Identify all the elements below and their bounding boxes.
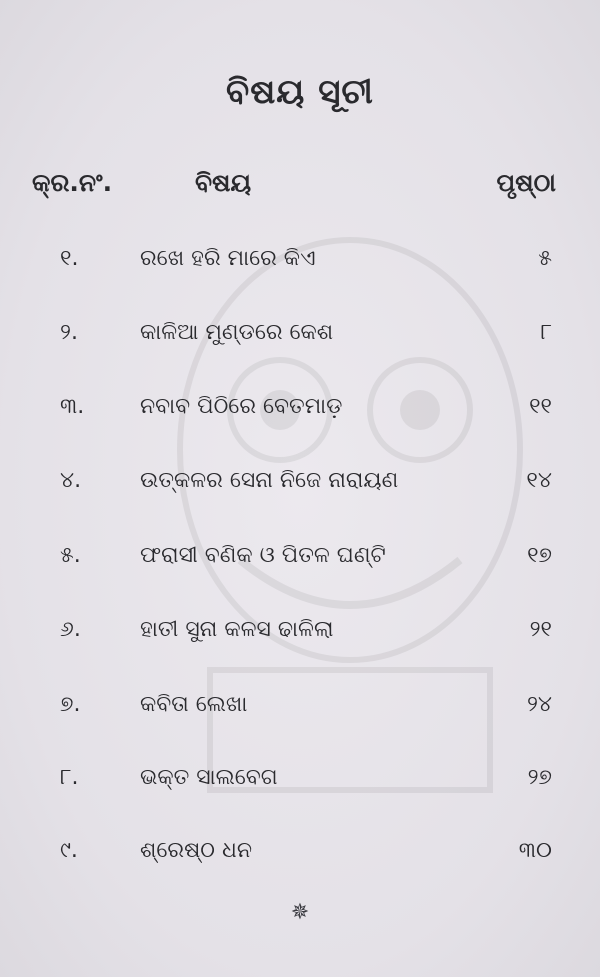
- row-subject: ଶ୍ରେଷ୍ଠ ଧନ: [140, 838, 253, 863]
- row-subject: ଫରାସୀ ବଣିକ ଓ ପିତଳ ଘଣ୍ଟି: [140, 543, 386, 568]
- table-row: [0, 246, 600, 286]
- header-page: ପୃଷ୍ଠା: [496, 168, 556, 197]
- star-ornament-icon: ✵: [290, 900, 310, 925]
- row-subject: କବିତା ଲେଖା: [140, 692, 248, 717]
- table-row: [0, 692, 600, 732]
- row-number: ୧.: [60, 246, 79, 271]
- header-subject: ବିଷୟ: [195, 168, 252, 197]
- row-page: ୧୧: [529, 394, 552, 419]
- row-subject: ହାତୀ ସୁନା କଳସ ଢାଳିଲା: [140, 617, 334, 642]
- table-row: [0, 543, 600, 583]
- header-number: କ୍ର.ନଂ.: [32, 168, 113, 197]
- row-page: ୨୪: [526, 692, 552, 717]
- row-page: ୮: [540, 320, 552, 345]
- row-number: ୪.: [60, 468, 82, 493]
- table-row: [0, 838, 600, 878]
- row-subject: ନବାବ ପିଠିରେ ବେତମାଡ଼: [140, 394, 343, 419]
- row-page: ୧୪: [526, 468, 552, 493]
- row-number: ୭.: [60, 692, 81, 717]
- row-number: ୨.: [60, 320, 78, 345]
- row-subject: ରଖେ ହରି ମାରେ କିଏ: [140, 246, 316, 271]
- row-page: ୩୦: [518, 838, 552, 863]
- row-number: ୮.: [60, 765, 79, 790]
- row-subject: ଭକ୍ତ ସାଲବେଗ: [140, 765, 278, 790]
- table-row: [0, 617, 600, 657]
- table-row: [0, 468, 600, 508]
- table-row: [0, 394, 600, 434]
- row-number: ୬.: [60, 617, 81, 642]
- row-page: ୨୧: [529, 617, 552, 642]
- row-number: ୫.: [60, 543, 81, 568]
- row-page: ୧୭: [527, 543, 552, 568]
- table-header: [0, 168, 600, 208]
- table-row: [0, 320, 600, 360]
- row-page: ୨୭: [527, 765, 552, 790]
- table-row: [0, 765, 600, 805]
- row-page: ୫: [538, 246, 552, 271]
- row-number: ୩.: [60, 394, 85, 419]
- row-subject: ଉତ୍କଳର ସେନା ନିଜେ ନାରାୟଣ: [140, 468, 399, 493]
- row-number: ୯.: [60, 838, 78, 863]
- row-subject: କାଳିଆ ମୁଣ୍ଡରେ କେଶ: [140, 320, 334, 345]
- page-title: ବିଷୟ ସୂଚୀ: [226, 72, 374, 112]
